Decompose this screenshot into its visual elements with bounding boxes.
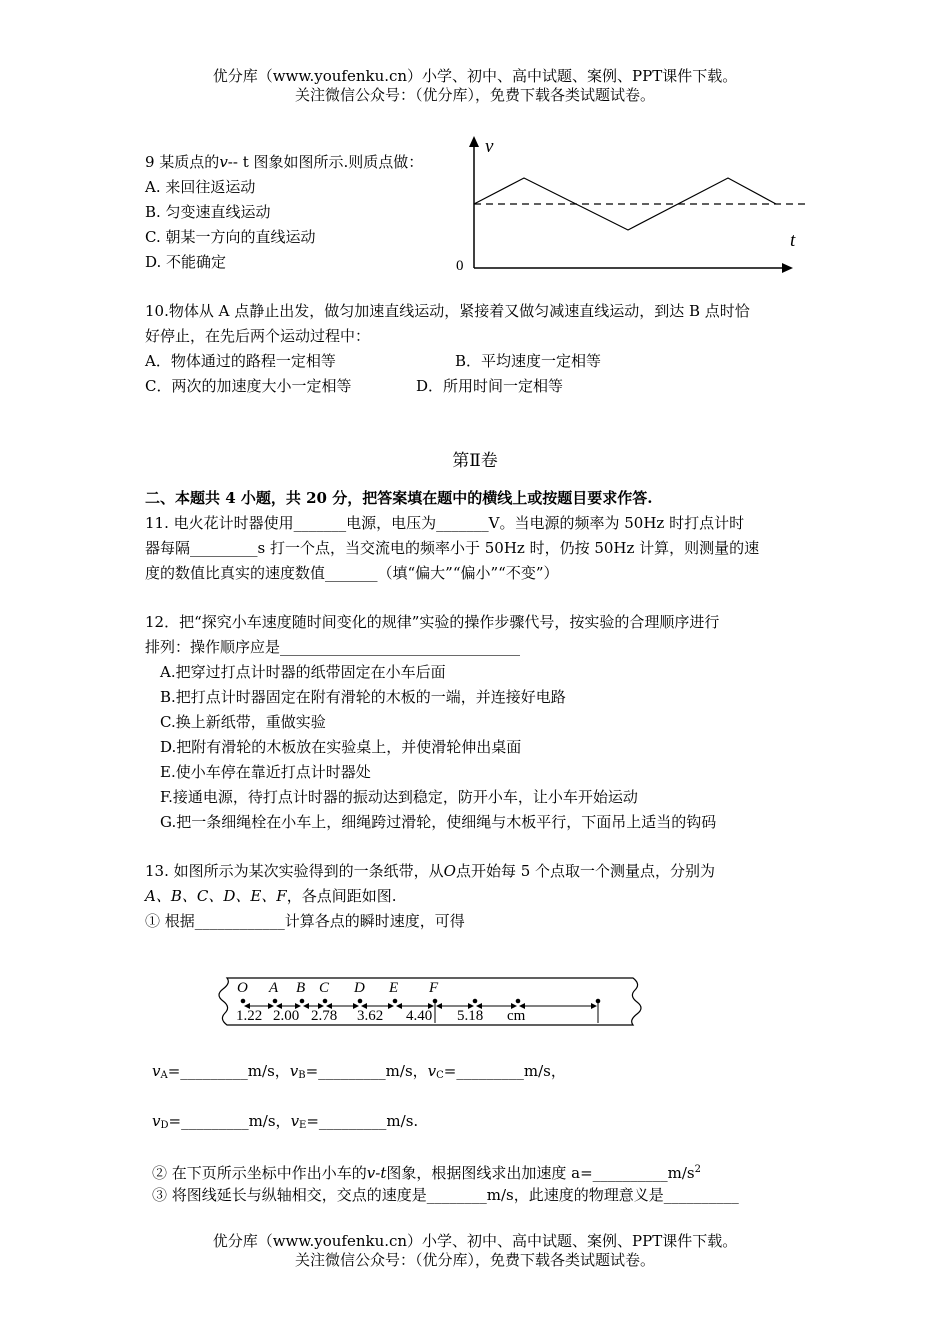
tape-dot-B [300, 999, 305, 1004]
q9-option-d: D. 不能确定 [145, 253, 227, 271]
tape-distance-label: 5.18 [457, 1008, 484, 1024]
tape-distance-label: 2.00 [273, 1008, 300, 1024]
q12-step-f: F.接通电源，待打点计时器的振动达到稳定，防开小车，让小车开始运动 [160, 788, 638, 806]
tape-dot-C [323, 999, 328, 1004]
q12-step-g: G.把一条细绳栓在小车上，细绳跨过滑轮，使细绳与木板平行，下面吊上适当的钩码 [160, 813, 717, 831]
q13-line-2: A、B、C、D、E、F，各点间距如图. [145, 887, 397, 905]
tape-dimension-arrow [519, 1003, 597, 1009]
footer-line-2: 关注微信公众号：（优分库），免费下载各类试题试卷。 [294, 1251, 655, 1269]
tape-unit-label: cm [507, 1008, 526, 1024]
header-line-2: 关注微信公众号：（优分库），免费下载各类试题试卷。 [294, 86, 655, 104]
q10-option-c: C．两次的加速度大小一定相等 [145, 377, 352, 395]
tape-dot-extra [473, 999, 478, 1004]
q10-option-d: D．所用时间一定相等 [416, 377, 564, 395]
tape-point-label-O: O [237, 980, 248, 996]
vt-x-label: t [790, 230, 796, 251]
q11-line-1: 11. 电火花计时器使用_______电源，电压为_______V。当电源的频率为 50Hz 时打点计时 [145, 514, 745, 532]
vt-y-label: v [485, 136, 494, 157]
q12-line-1: 12．把“探究小车速度随时间变化的规律”实验的操作步骤代号，按实验的合理顺序进行 [145, 613, 720, 631]
q13-part-3: ③ 将图线延长与纵轴相交，交点的速度是________m/s，此速度的物理意义是__________ [152, 1186, 739, 1204]
tape-point-label-B: B [296, 980, 306, 996]
q10-stem-line-2: 好停止，在先后两个运动过程中： [145, 327, 371, 345]
tape-dot-O [241, 999, 246, 1004]
tape-dot-E [393, 999, 398, 1004]
q13-line-1: 13. 如图所示为某次实验得到的一条纸带，从O点开始每 5 个点取一个测量点，分别为 [145, 862, 716, 880]
q9-option-c: C. 朝某一方向的直线运动 [145, 228, 316, 246]
vt-x-arrow [782, 263, 793, 273]
section-title: 第Ⅱ卷 [452, 451, 498, 471]
q10-stem-line-1: 10.物体从 A 点静止出发，做匀加速直线运动，紧接着又做匀减速直线运动，到达 B 点时恰 [145, 302, 750, 320]
footer-line-1: 优分库（www.youfenku.cn）小学、初中、高中试题、案例、PPT课件下载。 [212, 1232, 738, 1250]
q12-step-c: C.换上新纸带，重做实验 [160, 713, 326, 731]
tape-point-label-A: A [269, 980, 279, 996]
q12-step-e: E.使小车停在靠近打点计时器处 [160, 763, 371, 781]
q11-line-3: 度的数值比真实的速度数值_______（填“偏大”“偏小”“不变”） [145, 564, 559, 582]
tape-distance-label: 2.78 [311, 1008, 338, 1024]
q11-line-2: 器每隔_________s 打一个点，当交流电的频率小于 50Hz 时，仍按 50Hz 计算，则测量的速 [145, 539, 760, 557]
tape-point-label-E: E [389, 980, 399, 996]
q13-velocity-line-1: $v_A=\_\_\_\_\_\_\_\_\_m/s$，$v_B=\_\_\_\_\_\_\_\_\_m/s$，$v_C=\_\_\_\_\_\_\_\_\_m/s$， [152, 1062, 566, 1081]
vt-origin-label: 0 [456, 258, 464, 274]
paper-tape-diagram [205, 968, 655, 1033]
q9-option-b: B. 匀变速直线运动 [145, 203, 271, 221]
q10-option-a: A．物体通过的路程一定相等 [145, 352, 336, 370]
tape-distance-label: 3.62 [357, 1008, 384, 1024]
tape-dot-A [273, 999, 278, 1004]
q9-vt-graph [440, 128, 820, 283]
q12-step-a: A.把穿过打点计时器的纸带固定在小车后面 [160, 663, 446, 681]
tape-point-label-C: C [319, 980, 330, 996]
header-line-1: 优分库（www.youfenku.cn）小学、初中、高中试题、案例、PPT课件下载。 [212, 67, 738, 85]
q12-step-b: B.把打点计时器固定在附有滑轮的木板的一端，并连接好电路 [160, 688, 566, 706]
q13-velocity-line-2: $v_D=\_\_\_\_\_\_\_\_\_m/s$，$v_E=\_\_\_\_\_\_\_\_\_m/s$. [152, 1112, 419, 1131]
tape-dot-D [358, 999, 363, 1004]
q12-step-d: D.把附有滑轮的木板放在实验桌上，并使滑轮伸出桌面 [160, 738, 522, 756]
q12-line-2: 排列：操作顺序应是________________________________ [145, 638, 521, 656]
vt-y-arrow [469, 136, 479, 147]
tape-point-label-D: D [354, 980, 365, 996]
q10-option-b: B．平均速度一定相等 [455, 352, 602, 370]
q9-stem: 9 某质点的v-- t 图象如图所示.则质点做： [145, 153, 424, 171]
q13-part-2: ② 在下页所示坐标中作出小车的v-t图象，根据图线求出加速度 $a=\_\_\_\_\_\_\_\_\_\_m/s^2$ [152, 1164, 701, 1182]
q9-option-a: A. 来回往返运动 [145, 178, 256, 196]
tape-distance-label: 4.40 [406, 1008, 433, 1024]
q13-line-3: ① 根据____________计算各点的瞬时速度，可得 [145, 912, 465, 930]
tape-dot-extra [516, 999, 521, 1004]
section-heading: 二、本题共 4 小题，共 20 分，把答案填在题中的横线上或按题目要求作答. [145, 489, 653, 507]
tape-distance-label: 1.22 [236, 1008, 263, 1024]
tape-point-label-F: F [429, 980, 439, 996]
